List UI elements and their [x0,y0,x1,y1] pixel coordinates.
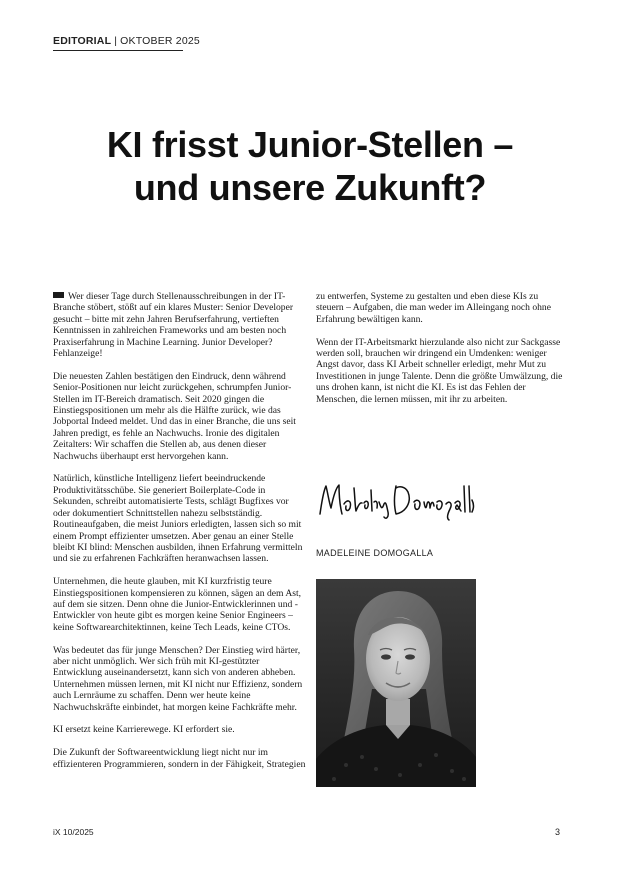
issue-date: OKTOBER 2025 [120,35,200,47]
paragraph: Die Zukunft der Softwareentwicklung liegt nicht nur im effizienteren Programmieren, sondern in der Fähigkeit, Strategien [53,747,306,770]
author-signature [316,478,476,522]
paragraph: Was bedeutet das für junge Menschen? Der Einstieg wird härter, aber nicht unmöglich. Wer sich früh mit KI-gestützter Entwicklung auseinandersetzt, kann sich von anderen abheben. Unternehmen müssen lernen, mit KI nicht nur Effizienz, sondern auch Lernräume zu schaffen. Denn wer heute keine Nachwuchskräfte einbindet, hat morgen keine Fachkräfte mehr. [53,644,303,713]
paragraph: KI ersetzt keine Karrierewege. KI erfordert sie. [53,724,235,736]
author-portrait [316,579,476,787]
paragraph: Unternehmen, die heute glauben, mit KI kurzfristig teure Einstiegspositionen kompensieren zu können, sägen an dem Ast, auf dem sie sitzen. Denn ohne die Junior-Entwicklerinnen und -Entwickler von heute gibt es morgen keine Senior Engineers – keine Softwarearchitektinnen, keine Tech Leads, keine CTOs. [53,576,302,633]
paragraph: Wenn der IT-Arbeitsmarkt hierzulande also nicht zur Sackgasse werden soll, brauchen wir dringend ein Umdenken: weniger Angst davor, dass KI Arbeit schneller erledigt, mehr Mut zu Investitionen in junge Talente. Denn die größte Umwälzung, die uns drohen kann, ist nicht die KI. Es ist das Fehlen der Menschen, die lernen müssen, mit ihr zu arbeiten. [316,336,563,405]
headline-line-1: KI frisst Junior-Stellen – [106,124,514,165]
page-number: 3 [555,827,561,837]
body-column-left [53,291,306,781]
footer-issue: iX 10/2025 [53,827,94,837]
section-kicker [53,35,200,47]
section-label: EDITORIAL [53,35,112,47]
paragraph: Die neuesten Zahlen bestätigen den Eindruck, denn während Senior-Positionen nur leicht zurückgehen, schrumpfen Junior-Stellen im IT-Bereich dramatisch. Seit 2020 gingen die Einstiegspositionen um mehr als die Hälfte zurück, wie das Jobportal Indeed meldet. Und das in einer Branche, die uns seit Jahren predigt, es fehle an Nachwuchs. Ironie des digitalen Zeitalters: Wir schaffen die Stellen ab, aus denen dieser Nachwuchs überhaupt erst hervorgehen kann. [53,370,296,462]
author-name: MADELEINE DOMOGALLA [316,548,434,558]
kicker-separator: | [114,35,118,47]
lead-marker [53,292,64,298]
paragraph: zu entwerfen, Systeme zu gestalten und eben diese KIs zu steuern – Aufgaben, die man weder im Alleingang noch ohne Erfahrung bewältigen kann. [316,291,551,325]
body-column-right [316,291,564,416]
headline-line-2: und unsere Zukunft? [133,167,487,208]
paragraph: Natürlich, künstliche Intelligenz liefert beeindruckende Produktivitätsschübe. Sie generiert Boilerplate-Code in Sekunden, schreibt automatisierte Tests, schlägt Bugfixes vor oder dokumentiert Schnittstellen nahezu selbstständig. Routineaufgaben, die meist Juniors erledigten, lassen sich so mit einem Prompt effizienter umsetzen. Aber genau an einer Stelle bleibt KI blind: Menschen ausbilden, ihnen Erfahrung vermitteln und sie zu erfahrenen Fachkräften heranwachsen lassen. [53,473,303,565]
kicker-rule [53,50,183,51]
paragraph [53,291,306,359]
paragraph-text: Wer dieser Tage durch Stellenausschreibungen in der IT-Branche stöbert, stößt auf ein klares Muster: Senior Developer gesucht – bitte mit zehn Jahren Berufserfahrung, vertieften Kenntnissen in zahlreichen Frameworks und am besten noch Praxiserfahrung in Machine Learning. Junior Developer? Fehlanzeige! [53,291,294,360]
article-headline [60,123,560,209]
